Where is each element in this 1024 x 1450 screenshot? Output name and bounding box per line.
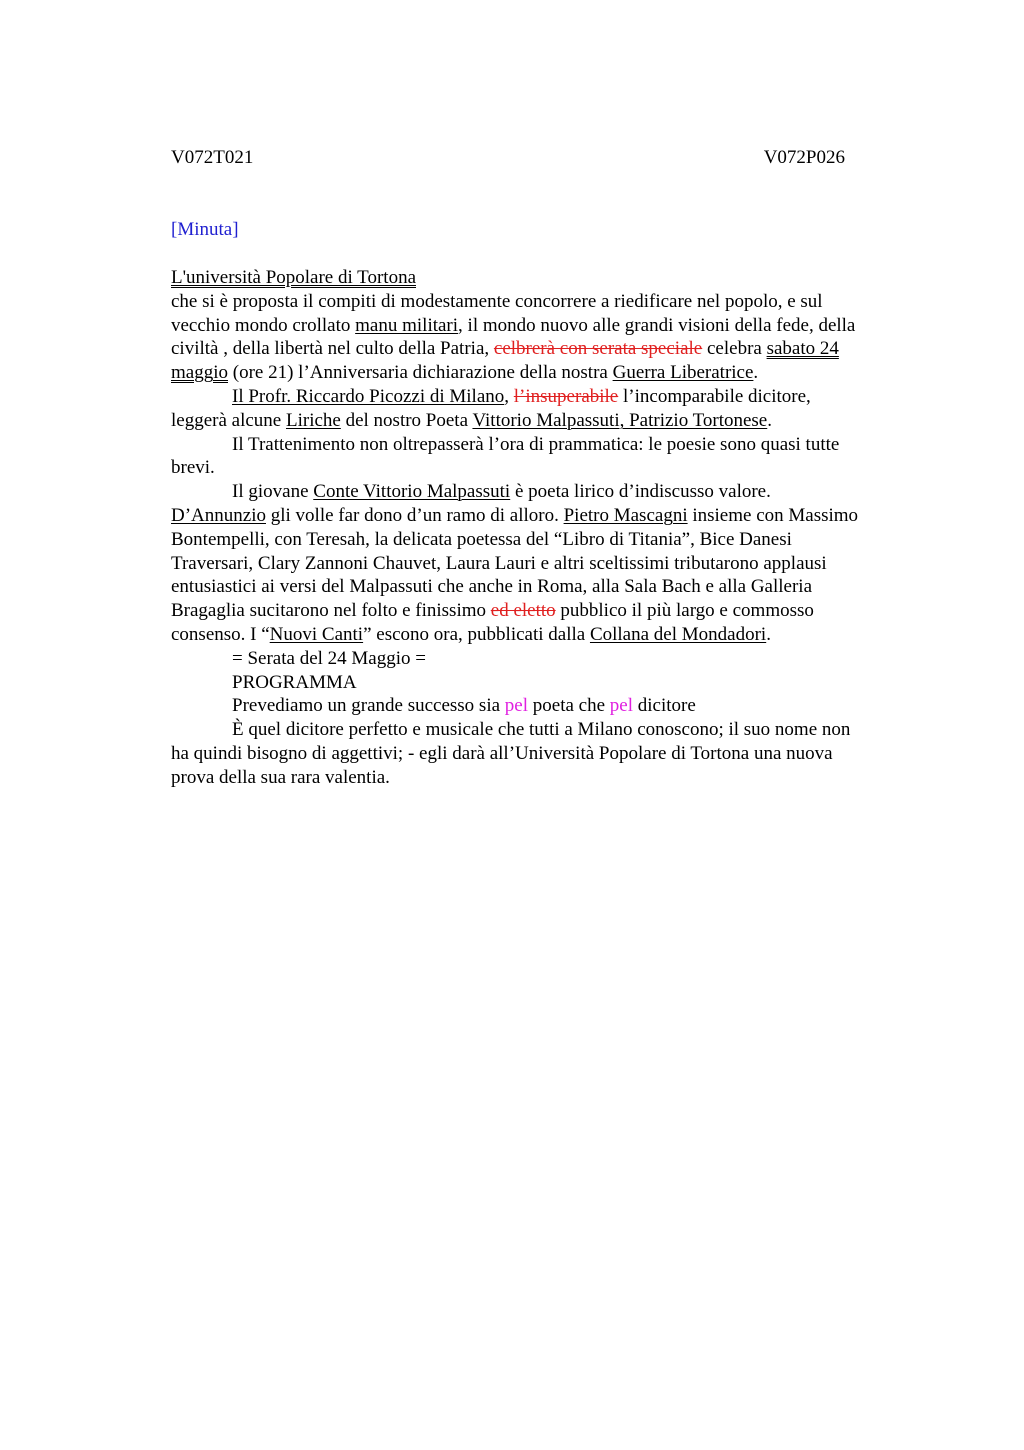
text-line	[171, 742, 921, 766]
deleted-text: ed eletto	[490, 600, 556, 622]
text-span: , il mondo nuovo alle grandi visioni della fede, della	[458, 314, 856, 336]
underlined-text: D’Annunzio	[171, 504, 266, 526]
draft-label: [Minuta]	[171, 219, 239, 240]
text-span: prova della sua rara valentia.	[171, 766, 390, 788]
text-span: .	[767, 409, 772, 431]
text-span: È quel dicitore perfetto e musicale che tutti a Milano conoscono; il suo nome non	[232, 719, 851, 741]
text-line	[171, 409, 921, 433]
title-text: L'università Popolare di Tortona	[171, 267, 416, 288]
text-span: (ore 21) l’Anniversaria dichiarazione della nostra	[228, 362, 613, 384]
underlined-text: Pietro Mascagni	[563, 504, 688, 526]
text-line	[171, 694, 921, 718]
document-code-right: V072P026	[763, 147, 845, 168]
underlined-text: Nuovi Canti	[269, 623, 364, 645]
text-span: .	[766, 623, 771, 645]
text-line	[171, 718, 921, 742]
text-span: Traversari, Clary Zannoni Chauvet, Laura Lauri e altri sceltissimi tributarono applausi	[171, 552, 827, 574]
text-span: del nostro Poeta	[340, 409, 473, 431]
underlined-text: maggio	[171, 362, 228, 384]
underlined-text: Liriche	[285, 409, 341, 431]
text-span: ha quindi bisogno di aggettivi; - egli darà all’Università Popolare di Tortona una nuova	[171, 742, 833, 764]
text-span: entusiastici ai versi del Malpassuti che anche in Roma, alla Sala Bach e alla Galleria	[171, 576, 813, 598]
text-line	[171, 623, 921, 647]
text-span: ” escono ora, pubblicati dalla	[363, 623, 590, 645]
text-line	[171, 314, 921, 338]
page-header	[171, 146, 845, 170]
text-span: vecchio mondo crollato	[171, 314, 356, 336]
document-title	[171, 266, 921, 290]
text-line	[171, 361, 921, 385]
text-line	[171, 552, 921, 576]
text-span: = Serata del 24 Maggio =	[232, 647, 426, 669]
serata-heading	[171, 647, 921, 671]
text-line	[171, 456, 921, 480]
deleted-text: celbrerà con serata speciale	[493, 338, 703, 360]
underlined-text: Guerra Liberatrice	[612, 362, 754, 384]
underlined-text: Collana del Mondadori	[589, 623, 767, 645]
text-line	[171, 337, 921, 361]
text-span: ,	[504, 385, 514, 407]
text-line	[171, 528, 921, 552]
text-line	[171, 433, 921, 457]
text-span: Prevediamo un grande successo sia	[232, 695, 505, 717]
text-line	[171, 385, 921, 409]
inserted-text: pel	[609, 695, 633, 717]
text-span: Bragaglia sucitarono nel folto e finissimo	[171, 600, 491, 622]
document-code-left: V072T021	[171, 147, 254, 168]
text-line	[171, 504, 921, 528]
text-line	[171, 599, 921, 623]
text-span: Bontempelli, con Teresah, la delicata poetessa del “Libro di Titania”, Bice Danesi	[171, 528, 792, 550]
underlined-text: Conte Vittorio Malpassuti	[313, 481, 511, 503]
text-span: che si è proposta il compiti di modestamente concorrere a riedificare nel popolo, e sul	[171, 290, 823, 312]
text-span: consenso. I “	[171, 623, 270, 645]
text-span: civiltà , della libertà nel culto della Patria,	[171, 338, 494, 360]
underlined-text: Vittorio Malpassuti, Patrizio Tortonese	[472, 409, 768, 431]
inserted-text: pel	[504, 695, 529, 717]
deleted-text: l’insuperabile	[513, 385, 619, 407]
text-span: gli volle far dono d’un ramo di alloro.	[265, 504, 564, 526]
text-span: celebra	[702, 338, 767, 360]
text-span: brevi.	[171, 457, 215, 479]
text-line	[171, 766, 921, 790]
underlined-text: Il Profr. Riccardo Picozzi di Milano	[232, 385, 505, 407]
text-span: leggerà alcune	[171, 409, 286, 431]
text-span: insieme con Massimo	[687, 504, 859, 526]
programma-heading	[171, 671, 921, 695]
text-span: è poeta lirico d’indiscusso valore.	[510, 481, 771, 503]
text-span: l’incomparabile dicitore,	[618, 385, 811, 407]
document-body	[171, 266, 921, 790]
text-line	[171, 575, 921, 599]
text-span: .	[753, 362, 759, 384]
text-span: poeta che	[528, 695, 610, 717]
text-span: dicitore	[633, 695, 696, 717]
underlined-text: manu militari	[355, 314, 459, 336]
underlined-text: sabato 24	[766, 338, 839, 360]
text-span: Il Trattenimento non oltrepasserà l’ora di prammatica: le poesie sono quasi tutte	[232, 433, 840, 455]
text-line	[171, 290, 921, 314]
text-line	[171, 480, 921, 504]
text-span: pubblico il più largo e commosso	[555, 600, 814, 622]
text-span: PROGRAMMA	[232, 671, 357, 693]
text-span: Il giovane	[232, 481, 314, 503]
